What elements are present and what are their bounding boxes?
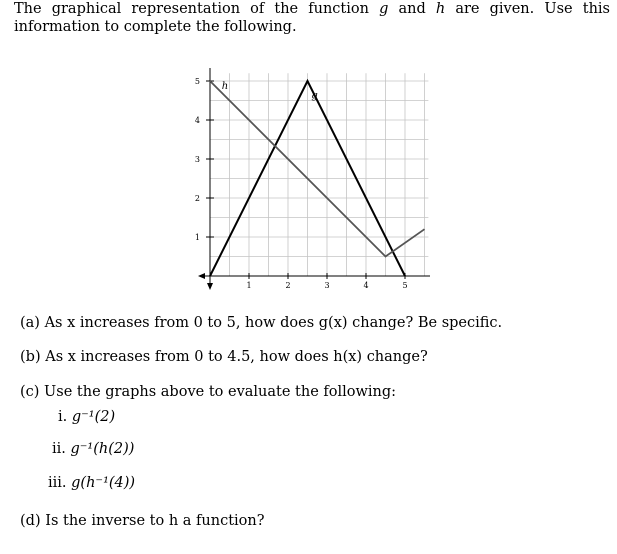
function-graph [190, 68, 430, 293]
question-a [20, 314, 502, 332]
question-d [20, 512, 265, 530]
question-b [20, 348, 428, 366]
series-g-label: g [311, 90, 318, 102]
question-c-ii [52, 440, 134, 458]
intro-h: h [435, 1, 446, 17]
intro-g: g [379, 1, 389, 17]
y-tick-label: 3 [194, 155, 200, 164]
question-a-label: (a) [20, 315, 40, 331]
y-tick-label: 5 [194, 77, 200, 86]
series-h-label: h [221, 80, 229, 92]
y-axis-arrow-bottom [207, 283, 213, 290]
problem-intro [14, 0, 610, 36]
y-tick-label: 2 [194, 194, 200, 203]
y-tick-label: 4 [194, 116, 200, 125]
series-h-line [210, 81, 425, 257]
x-tick-label: 2 [285, 281, 291, 290]
question-a-text: As x increases from 0 to 5, how does g(x) change? Be specific. [44, 315, 503, 331]
question-c-text: Use the graphs above to evaluate the following: [44, 384, 397, 400]
intro-text-a: The graphical representation of the function [14, 1, 380, 17]
x-tick-label: 5 [402, 281, 408, 290]
y-tick-label: 1 [194, 233, 200, 242]
question-c-i-expr: g⁻¹(2) [71, 409, 116, 425]
question-d-label: (d) [20, 513, 41, 529]
x-tick-label: 1 [246, 281, 252, 290]
question-c-ii-label: ii. [52, 441, 66, 457]
question-b-label: (b) [20, 349, 41, 365]
question-c-iii-label: iii. [48, 475, 67, 491]
question-c-i-label: i. [58, 409, 68, 425]
question-c-iii-expr: g(h⁻¹(4)) [71, 475, 136, 491]
question-c-label: (c) [20, 384, 40, 400]
question-c-i [58, 408, 115, 426]
x-axis-arrow-left [198, 273, 205, 279]
intro-text-b: are given. Use this information to complete the following. [14, 1, 610, 35]
question-c-iii [48, 474, 135, 492]
question-d-text: Is the inverse to h a function? [45, 513, 265, 529]
question-c-ii-expr: g⁻¹(h(2)) [70, 441, 135, 457]
question-b-text: As x increases from 0 to 4.5, how does h(x) change? [45, 349, 428, 365]
question-c [20, 383, 396, 401]
x-tick-label: 4 [363, 281, 369, 290]
x-tick-label: 3 [324, 281, 330, 290]
intro-and: and [388, 1, 436, 17]
